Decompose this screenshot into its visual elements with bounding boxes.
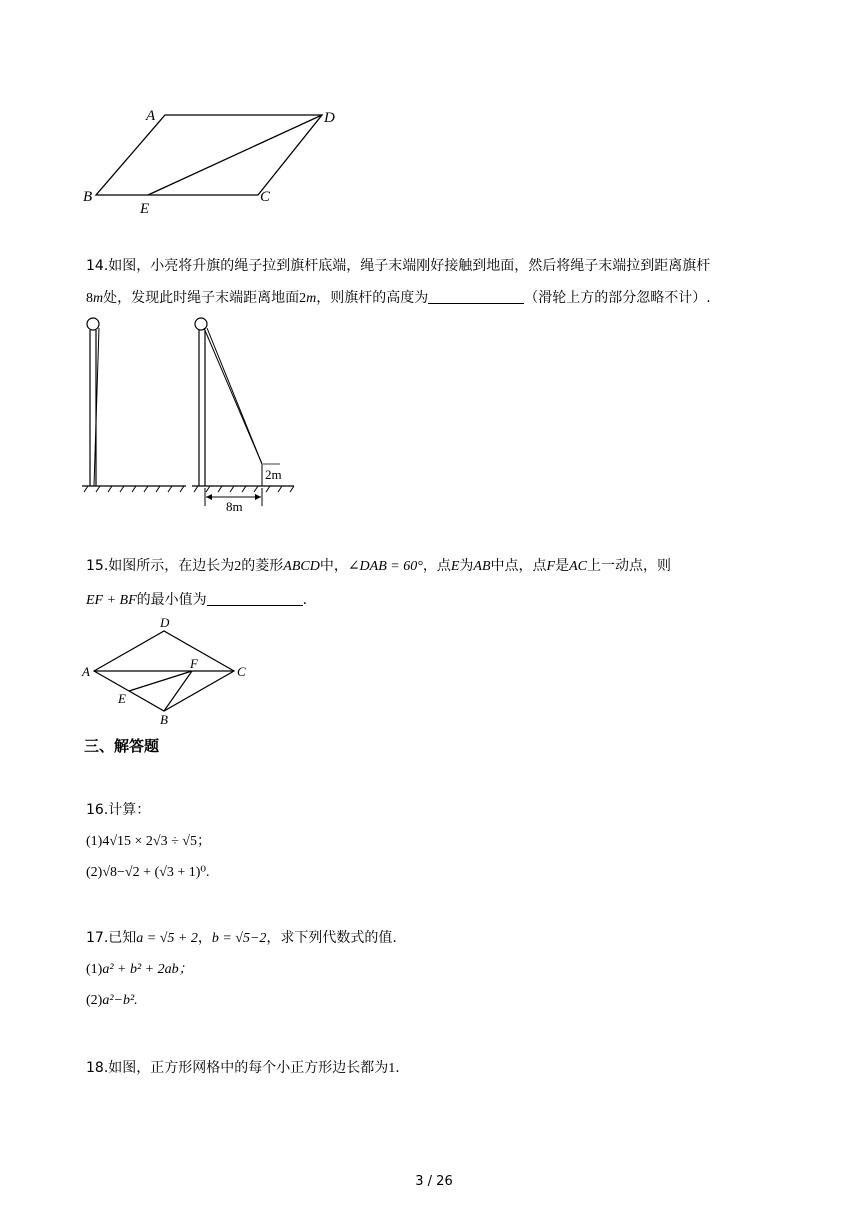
- q14-unit-m2: m: [306, 291, 317, 306]
- q15-text8: 上一动点，则: [586, 558, 671, 574]
- q17-line1: [86, 928, 397, 949]
- dim-arrowhead-right: [255, 494, 261, 500]
- q15-text6: 中点，点: [490, 558, 547, 574]
- q14-line1: [86, 256, 710, 276]
- label-2m: 2m: [265, 467, 282, 482]
- rope-right-b: [207, 328, 262, 464]
- pulley-right: [195, 318, 207, 330]
- q17-item1: [86, 959, 193, 980]
- q17-item1-label: (1): [86, 962, 103, 977]
- q15-num-2: 2: [234, 559, 242, 574]
- q16-title: 16.计算：: [86, 802, 151, 818]
- q14-text2: 处，发现此时绳子末端距离地面: [103, 290, 300, 306]
- label-f: F: [190, 656, 198, 671]
- q15-expr: EF + BF: [86, 593, 137, 608]
- q17-a-def: a = √5 + 2: [136, 931, 198, 946]
- q15-abcd: ABCD: [283, 559, 320, 574]
- q15-text10: .: [302, 592, 308, 608]
- segment-bf: [164, 671, 192, 711]
- label-d: D: [160, 615, 170, 630]
- q18-text2: .: [395, 1060, 400, 1076]
- label-d: D: [324, 110, 335, 126]
- label-8m: 8m: [226, 499, 243, 514]
- label-a: A: [146, 108, 156, 124]
- q18-num: 1: [388, 1061, 396, 1076]
- section-heading: 三、解答题: [84, 737, 160, 755]
- dim-arrowhead-left: [206, 494, 212, 500]
- q17-sep: ，: [197, 930, 212, 946]
- q16-item1-expr: 4√15 × 2√3 ÷ √5；: [102, 834, 211, 849]
- q14-num-2: 2: [299, 291, 307, 306]
- label-c: C: [260, 189, 271, 205]
- q15-text4: ，点: [422, 558, 451, 574]
- q15-e: E: [450, 559, 460, 574]
- q15-line2: [86, 590, 307, 611]
- q17-text2: ，求下列代数式的值.: [266, 930, 397, 946]
- segment-ef: [129, 671, 192, 691]
- segment-de: [148, 115, 322, 195]
- rhombus-figure: [80, 612, 260, 728]
- q15-text9: 的最小值为: [136, 592, 207, 608]
- label-a: A: [82, 664, 90, 679]
- answer-blank-q14: [428, 289, 524, 304]
- q16-item1-label: (1): [86, 834, 103, 849]
- q17-item2-label: (2): [86, 993, 103, 1008]
- q17-b-def: b = √5−2: [211, 931, 267, 946]
- q16-item2-label: (2): [86, 865, 103, 880]
- q14-text1: 14.如图，小亮将升旗的绳子拉到旗杆底端，绳子末端刚好接触到地面，然后将绳子末端拉到距离旗杆: [86, 258, 711, 274]
- flagpole-figure: [82, 314, 302, 514]
- q15-f: F: [546, 559, 556, 574]
- label-e: E: [140, 201, 150, 217]
- q17-item1-expr: a² + b² + 2ab；: [102, 962, 193, 977]
- q14-line2: [86, 288, 711, 309]
- q15-text3: 中，: [319, 558, 348, 574]
- q15-text2: 的菱形: [241, 558, 284, 574]
- q16-item2-expr: √8−√2 + (√3 + 1)⁰.: [102, 865, 210, 880]
- q15-text7: 是: [555, 558, 570, 574]
- answer-blank-q15: [207, 591, 303, 606]
- q15-line1: [86, 556, 671, 577]
- q16-item1: [86, 831, 211, 852]
- q15-ac: AC: [569, 559, 587, 574]
- label-b: B: [160, 712, 168, 727]
- q17-item2: [86, 990, 138, 1011]
- label-b: B: [83, 189, 93, 205]
- q14-text4: （滑轮上方的部分忽略不计）.: [524, 290, 711, 306]
- q14-num-8: 8: [86, 291, 93, 306]
- q17-item2-expr: a²−b².: [102, 993, 138, 1008]
- parallelogram-figure: [80, 105, 350, 215]
- q15-text5: 为: [459, 558, 474, 574]
- q17-text1: 17.已知: [86, 930, 137, 946]
- q14-unit-m: m: [93, 291, 104, 306]
- q18-text1: 18.如图，正方形网格中的每个小正方形边长都为: [86, 1060, 389, 1076]
- q14-text3: ，则旗杆的高度为: [316, 290, 429, 306]
- q15-ab: AB: [473, 559, 491, 574]
- ground-hatch-left: [84, 486, 184, 492]
- ground-hatch-right: [194, 486, 294, 492]
- page-number: 3 / 26: [415, 1174, 453, 1189]
- q18-line1: [86, 1058, 400, 1079]
- q15-text1: 15.如图所示，在边长为: [86, 558, 235, 574]
- q15-angle: ∠DAB = 60°: [347, 559, 423, 574]
- parallelogram-shape: [96, 115, 322, 195]
- label-c: C: [237, 664, 246, 679]
- label-e: E: [118, 691, 126, 706]
- pulley-left: [87, 318, 99, 330]
- q16-item2: [86, 862, 210, 883]
